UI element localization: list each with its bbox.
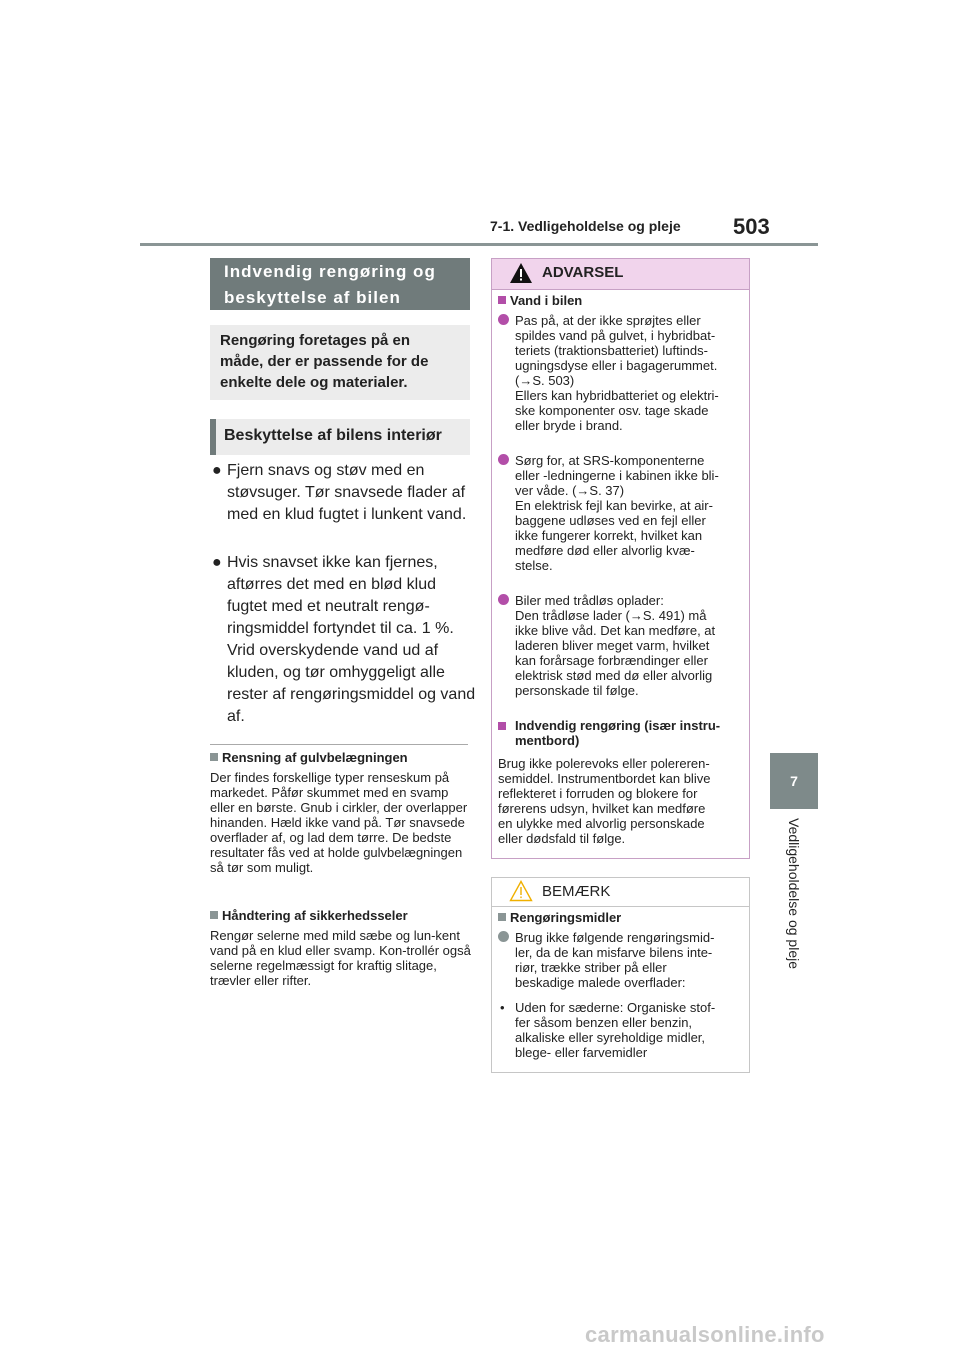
belt-body: Rengør selerne med mild sæbe og lun-kent vand på en klud eller svamp. Kon-trollér også selerne regelmæssigt for kraftig slitage, trævler eller rifter.: [210, 928, 471, 988]
header-divider: [140, 243, 818, 246]
bullet-text: Hvis snavset ikke kan fjernes, aftørres det med en blød klud fugtet med et neutralt rengø-ringsmiddel fortyndet til ca. 1 %. Vrid overskydende vand ud af kluden, og tør omhyggeligt alle rester af rengøringsmiddel og vand af.: [227, 554, 476, 725]
floor-heading: [210, 750, 408, 765]
notice-header: [492, 878, 749, 907]
warning-item: [498, 313, 743, 443]
sub-heading: Beskyttelse af bilens interiør: [210, 419, 470, 455]
square-bullet-icon: [210, 911, 218, 919]
square-bullet-icon: [498, 913, 506, 921]
circle-bullet-icon: [498, 454, 509, 465]
warning-heading-dashboard-text: Indvendig rengøring (især instru- mentbord): [515, 718, 721, 748]
warning-item-text: Biler med trådløs oplader: Den trådløse lader (→S. 491) må ikke blive våd. Det kan medføre, at laderen bliver meget varm, hvilket kan forårsage forbrændinger eller elektrisk stød med dø eller alvorlig personskade til følge.: [515, 593, 716, 698]
square-bullet-icon: [498, 722, 506, 730]
notice-item: [498, 930, 743, 995]
section-title: 7-1. Vedligeholdelse og pleje: [490, 218, 681, 234]
lead-box: [210, 325, 470, 400]
lead-line-1: Rengøring foretages på en: [220, 332, 411, 349]
bullet-text: Fjern snavs og støv med en støvsuger. Tør snavsede flader af med en klud fugtet i lunkent vand.: [227, 462, 467, 523]
lead-line-2: måde, der er passende for de: [220, 353, 429, 370]
chapter-tab-label: Vedligeholdelse og pleje: [786, 818, 802, 970]
warning-item: [498, 453, 743, 583]
main-heading-line-1: Indvendig rengøring og: [224, 262, 436, 281]
belt-heading: [210, 908, 408, 923]
lead-line-3: enkelte dele og materialer.: [220, 374, 408, 391]
warning-box: [491, 258, 750, 859]
notice-subitem-text: Uden for sæderne: Organiske stof- fer såsom benzen eller benzin, alkaliske eller syreholdige midler, blege- eller farvemidler: [515, 1000, 716, 1060]
notice-item-text: Brug ikke følgende rengøringsmid- ler, da de kan misfarve bilens inte- riør, trække striber på eller beskadige malede overflader:: [515, 930, 715, 990]
warning-item: [498, 593, 743, 708]
notice-heading: [498, 910, 621, 925]
page-number: 503: [733, 214, 770, 239]
warning-title: ADVARSEL: [542, 264, 624, 281]
chapter-tab: [770, 753, 818, 809]
notice-subitem: [498, 1000, 743, 1065]
notice-box: [491, 877, 750, 1073]
square-bullet-icon: [498, 296, 506, 304]
warning-heading-water-text: Vand i bilen: [510, 293, 583, 308]
floor-heading-text: Rensning af gulvbelægningen: [222, 750, 408, 765]
watermark: carmanualsonline.info: [585, 1322, 825, 1347]
floor-body: Der findes forskellige typer renseskum på markedet. Påfør skummet med en svamp eller en børste. Gnub i cirkler, der overlapper hinanden. Hæld ikke vand på. Tør snavsede overflader af, og lad dem tørre. De bedste resultater fås ved at holde gulvbelægningen så tør som muligt.: [210, 770, 468, 875]
belt-heading-text: Håndtering af sikkerhedsseler: [222, 908, 408, 923]
notice-heading-text: Rengøringsmidler: [510, 910, 622, 925]
warning-header: [492, 259, 749, 290]
warning-icon: [509, 262, 533, 284]
warning-heading-water: [498, 293, 582, 308]
bullet-dot-icon: ●: [212, 554, 222, 571]
square-bullet-icon: [210, 753, 218, 761]
circle-bullet-icon: [498, 594, 509, 605]
main-heading-line-2: beskyttelse af bilen: [224, 288, 401, 307]
notice-title: BEMÆRK: [542, 883, 611, 900]
circle-bullet-icon: [498, 931, 509, 942]
divider: [210, 744, 468, 745]
warning-item-text: Sørg for, at SRS-komponenterne eller -ledningerne i kabinen ikke bli- ver våde. (→S. 37) En elektrisk fejl kan bevirke, at air- baggene udløses ved en fejl eller ikke fungerer korrekt, hvilket kan medføre død eller alvorlig kvæ- stelse.: [515, 453, 719, 573]
dot-bullet-icon: •: [500, 1000, 505, 1015]
bullet-dot-icon: ●: [212, 462, 222, 479]
chapter-number: 7: [790, 773, 798, 789]
caution-icon: [509, 880, 533, 902]
main-heading: [210, 258, 470, 310]
warning-body: Brug ikke polerevoks eller polereren- semiddel. Instrumentbordet kan blive reflekteret i forruden og blokere for førerens udsyn, hvilket kan medføre en ulykke med alvorlig personskade eller dødsfald til følge.: [498, 756, 711, 846]
circle-bullet-icon: [498, 314, 509, 325]
warning-item-text: Pas på, at der ikke sprøjtes eller spildes vand på gulvet, i hybridbat- teriets (traktionsbatteriet) luftinds- ugningsdyse eller i bagagerummet. (→S. 503) Ellers kan hybridbatteriet og elektri- ske komponenter osv. tage skade eller bryde i brand.: [515, 313, 719, 433]
